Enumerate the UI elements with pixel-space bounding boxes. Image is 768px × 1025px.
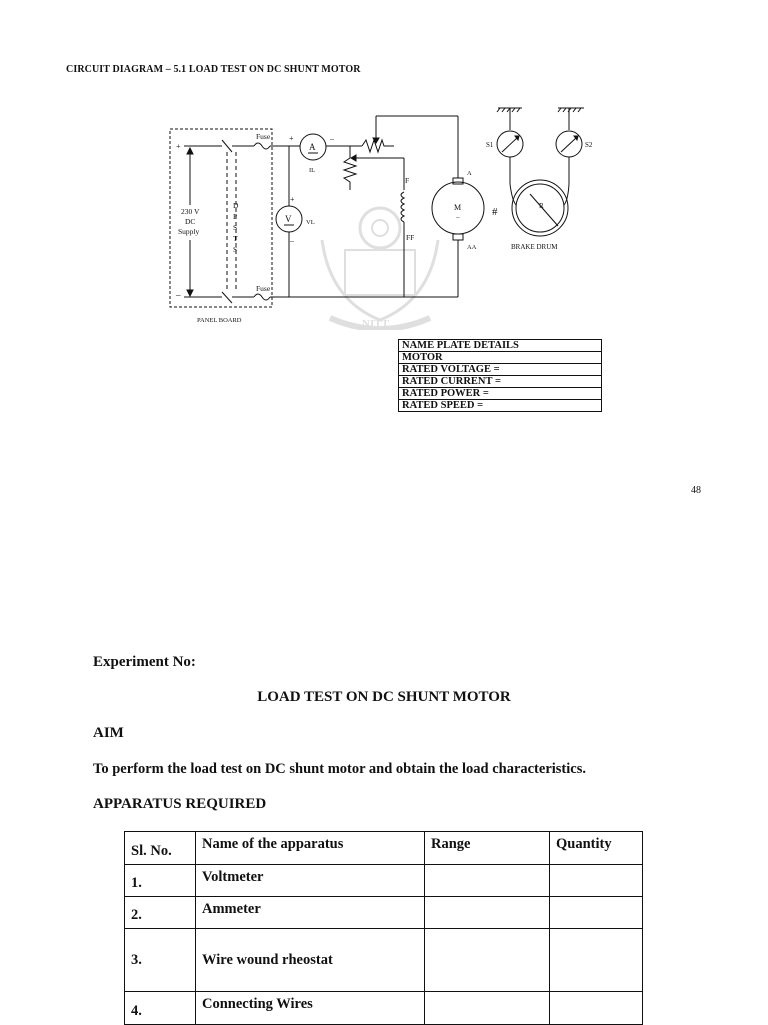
table-header-row [125, 832, 643, 865]
experiment-number-label: Experiment No: [93, 654, 196, 670]
apparatus-heading: APPARATUS REQUIRED [93, 796, 267, 812]
row-apparatus-name: Ammeter [196, 897, 425, 929]
dpst-letter-s: S [233, 223, 238, 232]
supply-voltage-label: 230 V [181, 207, 200, 216]
fuse-bottom-label: Fuse [256, 284, 271, 293]
field-f-label: F [405, 176, 410, 185]
table-row [125, 992, 643, 1025]
dpst-letter-t: T [233, 234, 238, 243]
dpst-letter-s2: S [233, 245, 238, 254]
voltmeter-minus: – [290, 236, 294, 245]
nameplate-row: RATED CURRENT = [399, 376, 602, 388]
nameplate-row: RATED SPEED = [399, 400, 602, 412]
header-apparatus-name: Name of the apparatus [196, 832, 425, 865]
nameplate-row: RATED POWER = [399, 388, 602, 400]
brake-drum-label: BRAKE DRUM [511, 243, 558, 251]
row-range [425, 897, 550, 929]
row-quantity [550, 992, 643, 1025]
header-sl-no: Sl. No. [125, 832, 196, 865]
row-sl-no: 3. [125, 929, 196, 992]
row-sl-no: 1. [125, 865, 196, 897]
dpst-letter-p: P [233, 212, 238, 221]
supply-type-label: DC [185, 217, 196, 226]
table-row [125, 929, 643, 992]
ammeter-label: IL [309, 167, 316, 174]
row-quantity [550, 897, 643, 929]
watermark-text: NITT [362, 318, 389, 330]
spring-s2-label: S2 [585, 141, 593, 149]
armature-a-label: A [467, 170, 472, 177]
experiment-title: LOAD TEST ON DC SHUNT MOTOR [257, 689, 511, 705]
dpst-letter-d: D [233, 201, 239, 210]
aim-text: To perform the load test on DC shunt motor and obtain the load characteristics. [93, 761, 586, 777]
header-quantity: Quantity [550, 832, 643, 865]
drum-r-label: R [539, 202, 544, 210]
row-quantity [550, 865, 643, 897]
row-sl-no: 4. [125, 992, 196, 1025]
row-sl-no: 2. [125, 897, 196, 929]
motor-letter: M [454, 203, 462, 212]
field-ff-label: FF [406, 233, 415, 242]
aim-heading: AIM [93, 725, 124, 741]
motor-sub: – [456, 213, 460, 221]
name-plate-table [398, 339, 602, 412]
ammeter-plus: + [289, 134, 294, 143]
nitt-watermark-logo [322, 208, 438, 330]
ammeter-minus: – [330, 134, 334, 143]
table-row [125, 865, 643, 897]
row-apparatus-name: Wire wound rheostat [196, 929, 425, 992]
circuit-diagram-heading: CIRCUIT DIAGRAM – 5.1 LOAD TEST ON DC SHUNT MOTOR [66, 64, 361, 75]
apparatus-table [124, 831, 643, 1025]
row-range [425, 992, 550, 1025]
panel-board-label: PANEL BOARD [197, 317, 242, 324]
nameplate-row: RATED VOLTAGE = [399, 364, 602, 376]
fuse-top-label: Fuse [256, 132, 271, 141]
row-apparatus-name: Connecting Wires [196, 992, 425, 1025]
row-apparatus-name: Voltmeter [196, 865, 425, 897]
row-range [425, 929, 550, 992]
circuit-diagram [160, 100, 600, 330]
supply-word-label: Supply [178, 227, 200, 236]
voltmeter-label: VL [306, 219, 315, 226]
voltmeter-letter: V [285, 214, 292, 224]
nameplate-row: NAME PLATE DETAILS [399, 340, 602, 352]
supply-plus: + [176, 142, 181, 151]
table-row [125, 897, 643, 929]
row-range [425, 865, 550, 897]
supply-minus: – [176, 290, 181, 300]
ammeter-letter: A [309, 142, 316, 152]
row-quantity [550, 929, 643, 992]
armature-aa-label: AA [467, 244, 477, 251]
spring-s1-label: S1 [486, 141, 494, 149]
coupling-symbol: # [492, 206, 498, 218]
voltmeter-plus: + [290, 195, 295, 204]
page-number: 48 [691, 485, 701, 496]
header-range: Range [425, 832, 550, 865]
nameplate-row: MOTOR [399, 352, 602, 364]
